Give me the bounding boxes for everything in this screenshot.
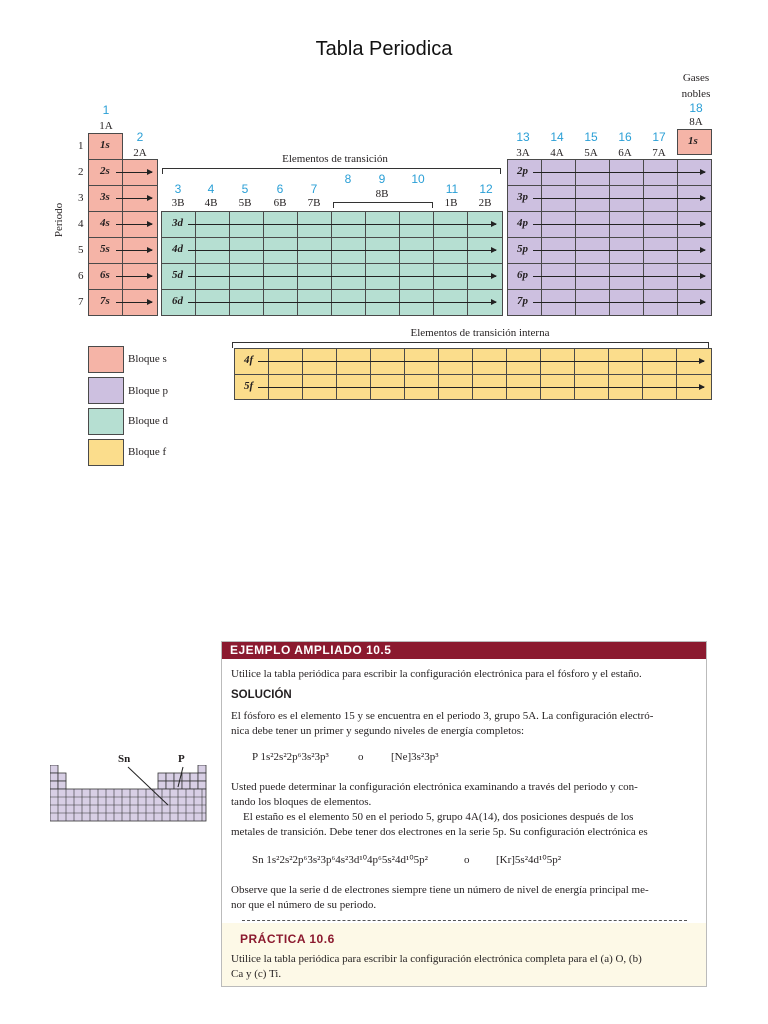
legend-p-swatch: [88, 377, 124, 404]
p1-line2: nica debe tener un primer y segundo niveles de energía completos:: [231, 725, 525, 737]
group-number-7: 7: [310, 182, 318, 196]
group-label-1b: 1B: [444, 197, 458, 209]
transition-bracket: [162, 168, 501, 174]
group-number-17: 17: [652, 130, 666, 144]
group-number-12: 12: [479, 182, 493, 196]
group-number-16: 16: [618, 130, 632, 144]
group-number-18: 18: [689, 101, 703, 115]
group-label-3a: 3A: [516, 147, 530, 159]
tin-config: Sn 1s²2s²2p⁶3s²3p⁶4s²3d¹⁰4p⁶5s²4d¹⁰5p²: [252, 854, 428, 866]
p4-line2: nor que el número de su periodo.: [231, 899, 377, 911]
group-label-6a: 6A: [618, 147, 632, 159]
period-number-4: 4: [78, 218, 84, 230]
legend-d-swatch: [88, 408, 124, 435]
orbital-4f: 4f: [244, 354, 254, 366]
orbital-2p: 2p: [517, 165, 528, 177]
orbital-6s: 6s: [100, 269, 110, 281]
noble-gases-label: Gases: [682, 72, 710, 84]
group-label-1a: 1A: [99, 120, 113, 132]
phosphorus-short-config: [Ne]3s²3p³: [391, 751, 439, 763]
p4-line1: Observe que la serie d de electrones siempre tiene un número de nivel de energía principal me-: [231, 884, 649, 896]
noble-gases-label-2: nobles: [681, 88, 711, 100]
period-number-2: 2: [78, 166, 84, 178]
page-title: Tabla Periodica: [315, 38, 453, 60]
orbital-3d: 3d: [172, 217, 183, 229]
group-label-8a: 8A: [689, 116, 703, 128]
orbital-4p: 4p: [517, 217, 528, 229]
phosphorus-config: P 1s²2s²2p⁶3s²3p³: [252, 751, 329, 763]
orbital-5s: 5s: [100, 243, 110, 255]
group-label-4a: 4A: [550, 147, 564, 159]
group-number-8: 8: [344, 172, 352, 186]
mini-p-label: P: [178, 753, 185, 765]
practice-section: [222, 923, 706, 986]
orbital-4s: 4s: [100, 217, 110, 229]
p3-line1: El estaño es el elemento 50 en el periodo 5, grupo 4A(14), dos posiciones después de los: [243, 811, 634, 823]
group-label-7a: 7A: [652, 147, 666, 159]
period-number-6: 6: [78, 270, 84, 282]
orbital-5p: 5p: [517, 243, 528, 255]
orbital-3s: 3s: [100, 191, 110, 203]
practice-line1: Utilice la tabla periódica para escribir la configuración electrónica completa para el (a) O, (b): [231, 953, 642, 965]
group-number-3: 3: [174, 182, 182, 196]
group-number-10: 10: [411, 172, 425, 186]
group-label-5a: 5A: [584, 147, 598, 159]
example-header: EJEMPLO AMPLIADO 10.5: [230, 643, 392, 657]
legend-f-swatch: [88, 439, 124, 466]
group-number-11: 11: [445, 182, 459, 196]
group-label-6b: 6B: [273, 197, 287, 209]
inner-transition-label: Elementos de transición interna: [410, 327, 550, 339]
group-label-7b: 7B: [307, 197, 321, 209]
orbital-4d: 4d: [172, 243, 183, 255]
p2-line2: tando los bloques de elementos.: [231, 796, 372, 808]
p2-line1: Usted puede determinar la configuración electrónica examinando a través del periodo y con-: [231, 781, 638, 793]
example-box: [221, 641, 707, 987]
orbital-3p: 3p: [517, 191, 528, 203]
p1-line1: El fósforo es el elemento 15 y se encuentra en el periodo 3, grupo 5A. La configuración electró-: [231, 710, 654, 722]
orbital-1s: 1s: [100, 139, 110, 151]
group-label-8b: 8B: [375, 188, 389, 200]
example-prompt: Utilice la tabla periódica para escribir la configuración electrónica para el fósforo y el estaño.: [231, 668, 642, 680]
orbital-5d: 5d: [172, 269, 183, 281]
orbital-2s: 2s: [100, 165, 110, 177]
tin-short-config: [Kr]5s²4d¹⁰5p²: [496, 854, 562, 866]
p3-line2: metales de transición. Debe tener dos electrones en la serie 5p. Su configuración electrónica es: [231, 826, 648, 838]
practice-line2: Ca y (c) Ti.: [231, 968, 282, 980]
group-number-15: 15: [584, 130, 598, 144]
group-number-1: 1: [102, 103, 110, 117]
legend-s-swatch: [88, 346, 124, 373]
orbital-7p: 7p: [517, 295, 528, 307]
group-number-2: 2: [136, 130, 144, 144]
group-8b-bracket: [333, 202, 433, 208]
period-number-7: 7: [78, 296, 84, 308]
group-number-4: 4: [207, 182, 215, 196]
period-number-5: 5: [78, 244, 84, 256]
group-number-5: 5: [241, 182, 249, 196]
legend-f-label: Bloque f: [128, 446, 167, 458]
group-label-3b: 3B: [171, 197, 185, 209]
legend-d-label: Bloque d: [128, 415, 169, 427]
group-number-14: 14: [550, 130, 564, 144]
divider: [242, 920, 687, 921]
or-2: o: [464, 854, 470, 866]
solution-label: SOLUCIÓN: [231, 689, 292, 701]
mini-sn-label: Sn: [118, 753, 131, 765]
group-label-4b: 4B: [204, 197, 218, 209]
orbital-6d: 6d: [172, 295, 183, 307]
group-label-2b: 2B: [478, 197, 492, 209]
period-number-3: 3: [78, 192, 84, 204]
legend-p-label: Bloque p: [128, 385, 169, 397]
orbital-he-1s: 1s: [688, 135, 698, 147]
example-header-bar: [222, 642, 706, 659]
legend-s-label: Bloque s: [128, 353, 167, 365]
group-number-13: 13: [516, 130, 530, 144]
group-label-2a: 2A: [133, 147, 147, 159]
period-axis-label: Periodo: [53, 202, 65, 238]
period-number-1: 1: [78, 140, 84, 152]
mini-table-grid: [50, 765, 210, 835]
group-number-9: 9: [378, 172, 386, 186]
practice-title: PRÁCTICA 10.6: [240, 932, 335, 946]
orbital-7s: 7s: [100, 295, 110, 307]
orbital-5f: 5f: [244, 380, 254, 392]
group-label-5b: 5B: [238, 197, 252, 209]
orbital-6p: 6p: [517, 269, 528, 281]
transition-elements-label: Elementos de transición: [282, 153, 388, 165]
group-number-6: 6: [276, 182, 284, 196]
or-1: o: [358, 751, 364, 763]
